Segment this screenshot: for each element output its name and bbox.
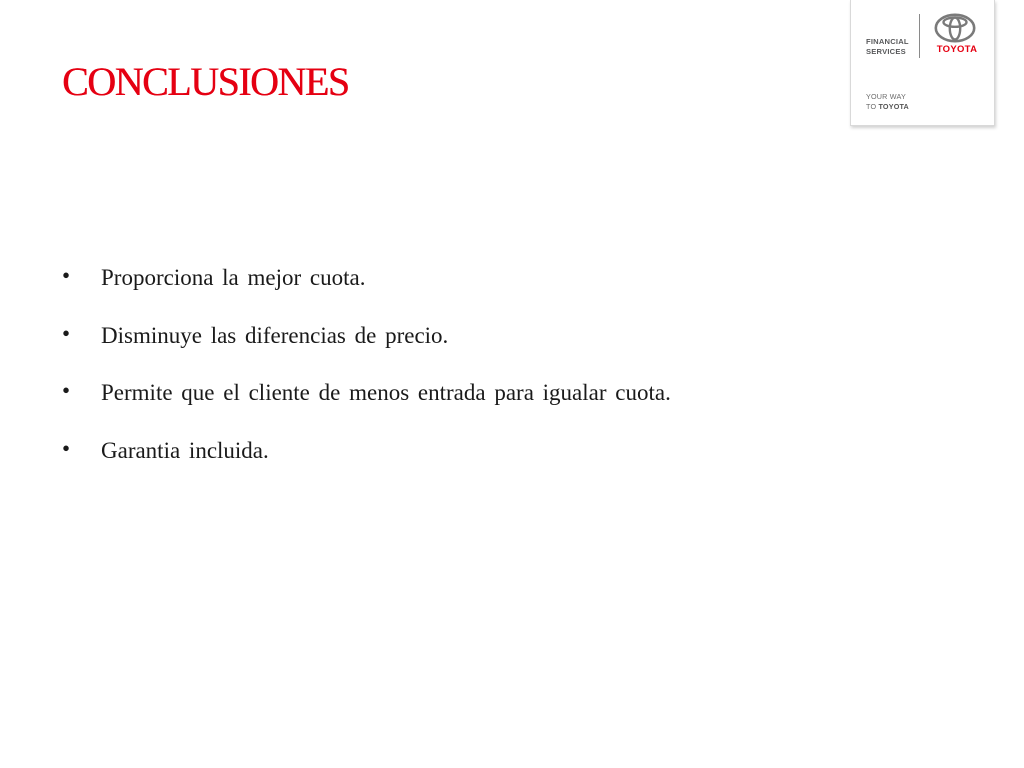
services-label: SERVICES bbox=[866, 46, 906, 56]
toyota-emblem-icon bbox=[934, 13, 976, 43]
toyota-wordmark: TOYOTA bbox=[936, 44, 978, 55]
bullet-text: Proporciona la mejor cuota. bbox=[101, 265, 366, 290]
slide-title: CONCLUSIONES bbox=[62, 59, 349, 104]
bullet-text: Garantia incluida. bbox=[101, 437, 269, 463]
conclusions-list bbox=[62, 256, 671, 486]
logo-divider bbox=[919, 14, 920, 58]
tagline bbox=[866, 92, 909, 112]
bullet-text: Permite que el cliente de menos entrada para igualar cuota. bbox=[101, 380, 671, 405]
tagline-line2 bbox=[866, 102, 909, 112]
list-item bbox=[62, 429, 671, 487]
financial-label: FINANCIAL bbox=[866, 37, 909, 46]
list-item bbox=[62, 256, 671, 314]
bullet-text: Disminuye las diferencias de precio. bbox=[101, 322, 449, 348]
tagline-line1: YOUR WAY bbox=[866, 92, 906, 101]
list-item bbox=[62, 371, 671, 429]
bullet-icon: • bbox=[62, 435, 71, 461]
tagline-brand: TOYOTA bbox=[878, 102, 909, 111]
tagline-to: TO bbox=[866, 102, 877, 111]
bullet-icon: • bbox=[62, 263, 71, 288]
list-item bbox=[62, 314, 671, 372]
financial-services-text bbox=[866, 37, 909, 56]
bullet-icon: • bbox=[62, 320, 71, 346]
bullet-icon: • bbox=[62, 378, 71, 403]
toyota-financial-services-logo bbox=[850, 0, 995, 126]
